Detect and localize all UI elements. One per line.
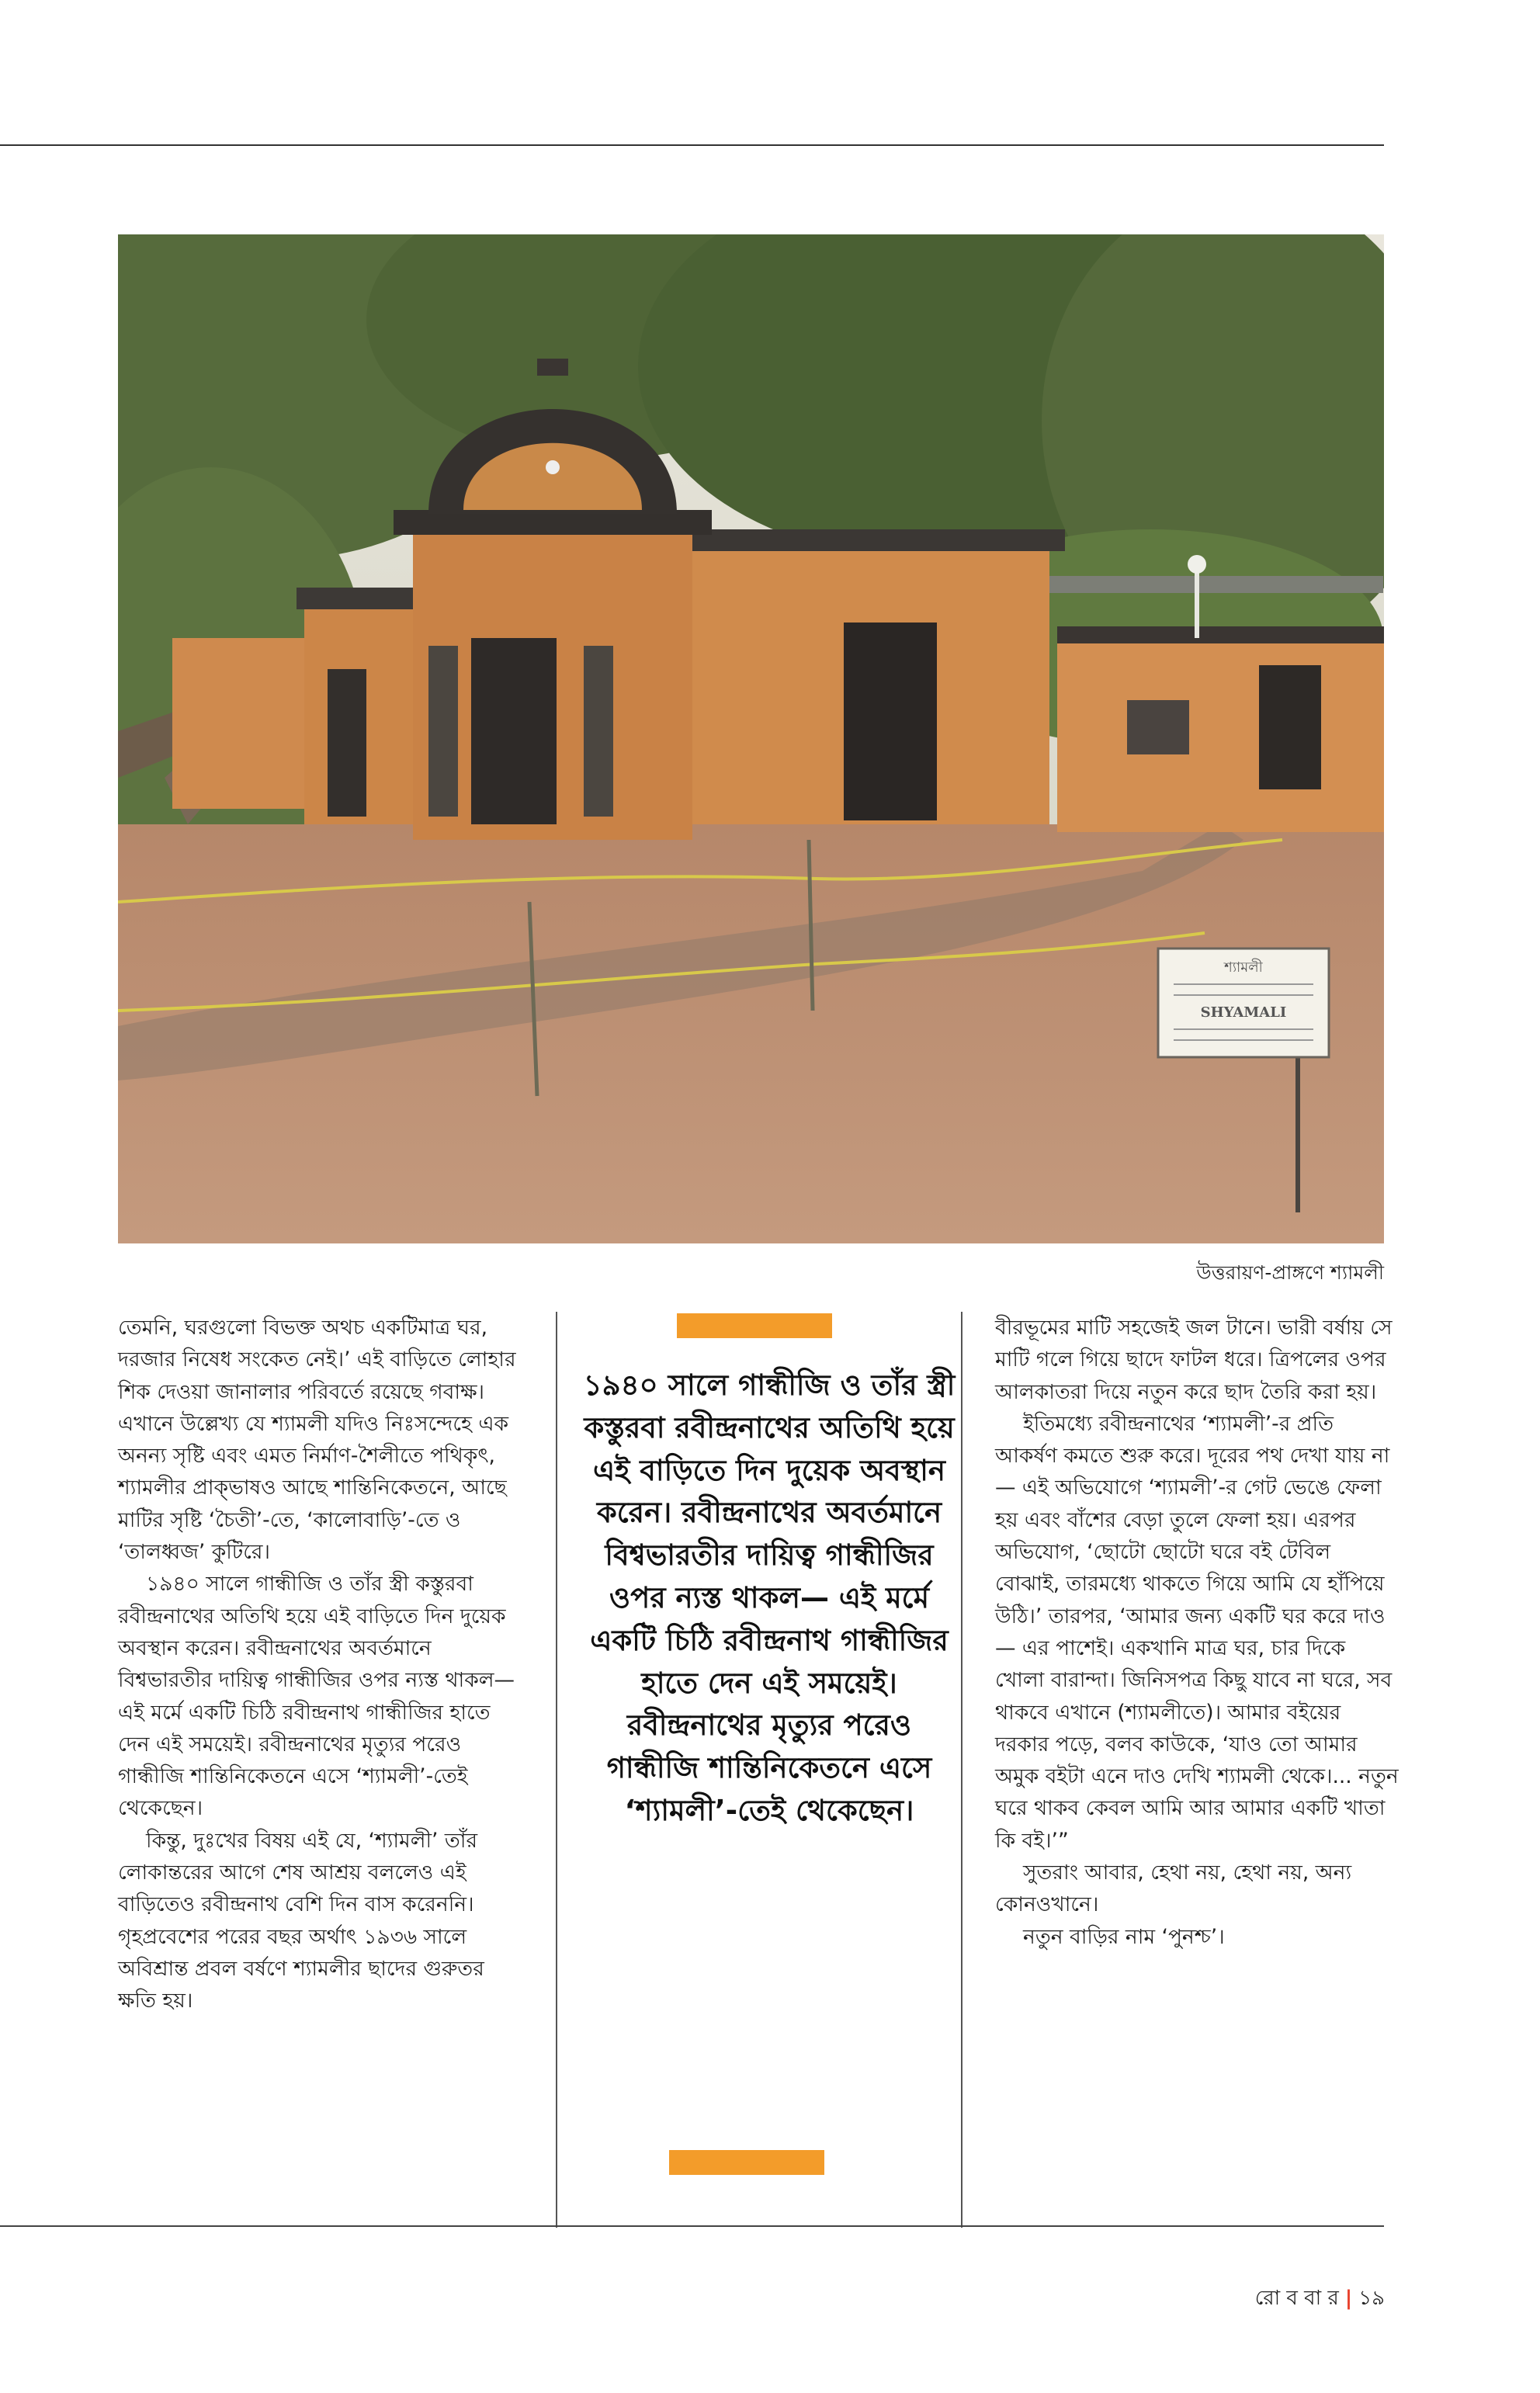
paragraph: ১৯৪০ সালে গান্ধীজি ও তাঁর স্ত্রী কস্তুরবা রবীন্দ্রনাথের অতিথি হয়ে এই বাড়িতে দিন দুয়েক অবস্থান করেন। রবীন্দ্রনাথের অবর্তমানে বিশ্বভারতীর দায়িত্ব গান্ধীজির ওপর ন্যস্ত থাকল— এই মর্মে একটি চিঠি রবীন্দ্রনাথ গান্ধীজির হাতে দেন এই সময়েই। রবীন্দ্রনাথের মৃত্যুর পরেও গান্ধীজি শান্তিনিকেতনে এসে ‘শ্যামলী’-তেই থেকেছেন। — [118, 1572, 515, 1821]
paragraph: বীরভূমের মাটি সহজেই জল টানে। ভারী বর্ষায় সে মাটি গলে গিয়ে ছাদে ফাটল ধরে। ত্রিপলের ওপর আলকাতরা দিয়ে নতুন করে ছাদ তৈরি করা হয়। — [995, 1316, 1393, 1404]
paragraph: কিন্তু, দুঃখের বিষয় এই যে, ‘শ্যামলী’ তাঁর লোকান্তরের আগে শেষ আশ্রয় বললেও এই বাড়িতেও রবীন্দ্রনাথ বেশি দিন বাস করেননি। গৃহপ্রবেশের পরের বছর অর্থাৎ ১৯৩৬ সালে অবিশ্রান্ত প্রবল বর্ষণে শ্যামলীর ছাদের গুরুতর ক্ষতি হয়। — [118, 1828, 484, 2013]
page-number: ১৯ — [1358, 2287, 1385, 2310]
shyamali-house-photo — [118, 234, 1384, 1243]
bottom-rule — [0, 2225, 1384, 2227]
paragraph: তেমনি, ঘরগুলো বিভক্ত অথচ একটিমাত্র ঘর, দরজার নিষেধ সংকেত নেই।’ এই বাড়িতে লোহার শিক দেওয়া জানালার পরিবর্তে রয়েছে গবাক্ষ। এখানে উল্লেখ্য যে শ্যামলী যদিও নিঃসন্দেহে এক অনন্য সৃষ্টি এবং এমত নির্মাণ-শৈলীতে পথিকৃৎ, শ্যামলীর প্রাক্‌ভাষও আছে শান্তিনিকেতনে, আছে মাটির সৃষ্টি ‘চৈতী’-তে, ‘কালোবাড়ি’-তে ও ‘তালধ্বজ’ কুটিরে। — [118, 1316, 516, 1565]
pull-quote-top-bar — [677, 1313, 832, 1338]
pull-quote: ১৯৪০ সালে গান্ধীজি ও তাঁর স্ত্রী কস্তুরবা রবীন্দ্রনাথের অতিথি হয়ে এই বাড়িতে দিন দুয়েক অবস্থান করেন। রবীন্দ্রনাথের অবর্তমানে বিশ্বভারতীর দায়িত্ব গান্ধীজির ওপর ন্যস্ত থাকল— এই মর্মে একটি চিঠি রবীন্দ্রনাথ গান্ধীজির হাতে দেন এই সময়েই। রবীন্দ্রনাথের মৃত্যুর পরেও গান্ধীজি শান্তিনিকেতনে এসে ‘শ্যামলী’-তেই থেকেছেন। — [583, 1368, 956, 1827]
photo-caption: উত্তরায়ণ-প্রাঙ্গণে শ্যামলী — [1196, 1261, 1384, 1284]
paragraph: ইতিমধ্যে রবীন্দ্রনাথের ‘শ্যামলী’-র প্রতি আকর্ষণ কমতে শুরু করে। দূরের পথ দেখা যায় না— এই অভিযোগে ‘শ্যামলী’-র গেট ভেঙে ফেলা হয় এবং বাঁশের বেড়া তুলে ফেলা হয়। এরপর অভিযোগ, ‘ছোটো ছোটো ঘরে বই টেবিল বোঝাই, তারমধ্যে থাকতে গিয়ে আমি যে হাঁপিয়ে উঠি।’ তারপর, ‘আমার জন্য একটি ঘর করে দাও— এর পাশেই। একখানি মাত্র ঘর, চার দিকে খোলা বারান্দা। জিনিসপত্র কিছু যাবে না ঘরে, সব থাকবে এখানে (শ্যামলীতে)। আমার বইয়ের দরকার পড়ে, বলব কাউকে, ‘যাও তো আমার অমুক বইটা এনে দাও দেখি শ্যামলী থেকে।... নতুন ঘরে থাকব কেবল আমি আর আমার একটি খাতা কি বই।’” — [995, 1411, 1399, 1853]
magazine-name: রো ব বা র — [1254, 2287, 1339, 2310]
pull-quote-bottom-bar — [669, 2150, 824, 2175]
column-divider — [556, 1312, 557, 2228]
column-divider — [961, 1312, 962, 2228]
footer-separator: | — [1344, 2287, 1353, 2310]
paragraph: সুতরাং আবার, হেথা নয়, হেথা নয়, অন্য কোনওখানে। — [995, 1861, 1352, 1917]
page-footer — [1255, 2282, 1385, 2316]
paragraph: নতুন বাড়ির নাম ‘পুনশ্চ’। — [1023, 1924, 1225, 1949]
column-right — [995, 1312, 1399, 1953]
sign-subtitle: SHYAMALI — [1200, 1004, 1287, 1021]
sign-title: শ্যামলী — [1224, 959, 1263, 976]
column-left — [118, 1312, 522, 2017]
top-rule — [0, 144, 1384, 146]
